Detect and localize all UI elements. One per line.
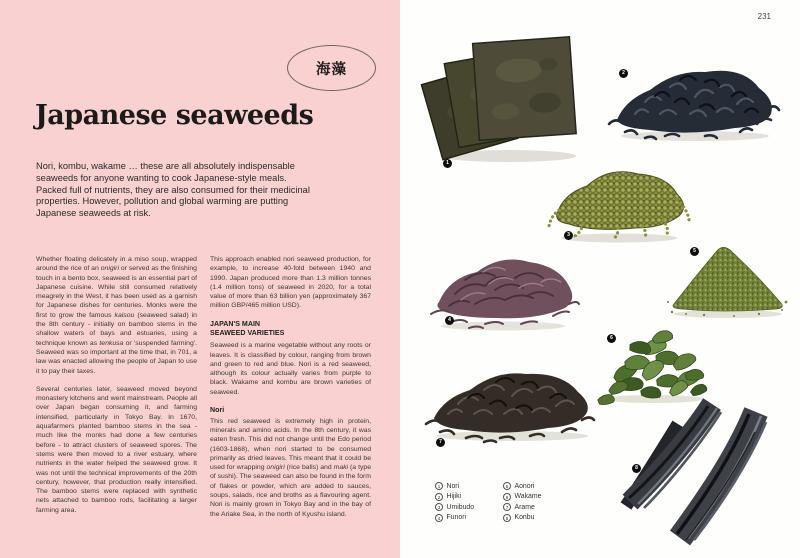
body-column-2 (210, 255, 371, 528)
hijiki-drawing (605, 52, 783, 144)
legend-item-aonori: 5 Aonori (503, 482, 541, 490)
legend-item-umibudo: 3 Umibudo (435, 503, 503, 511)
varieties-heading: JAPAN'S MAIN SEAWEED VARIETIES (210, 319, 285, 337)
nori-sheets-drawing (420, 32, 584, 166)
paragraph-history-2: Several centuries later, seaweed moved beyond monastery kitchens and went mainstream. People all over Japan began consuming it, and farming intensified, particularly in Tokyo Bay. In 1670, aquafarmers planted bamboo stems in the sea - much like the monks had done a few centuries before - to attract clusters of seaweed spores. The stems were then moved to a river estuary, where nutrients in the water helped the seaweed grow. It was not until the technical improvements of the 20th century, however, that production really intensified. The bamboo stems were replaced with synthetic nets attached to bamboo rods, facilitating a larger farming area. (36, 385, 197, 514)
page-title: Japanese seaweeds (35, 100, 314, 131)
aonori-drawing (664, 238, 792, 320)
legend-number-circle: 1 (435, 482, 443, 490)
arame-illustration (422, 356, 600, 444)
legend-item-wakame: 6 Wakame (503, 493, 541, 501)
konbu-number-badge: 8 (632, 464, 641, 473)
illustration-legend (435, 482, 541, 522)
body-columns (36, 255, 372, 528)
paragraph-nori: This red seaweed is extremely high in protein, minerals and amino acids. In the 8th century, it was eaten fresh. This did not change until the Edo period (1603-1868), when nori started to be consumed primarily as dried leaves. This meant that it could be used for wrapping onigiri (rice balls) and maki (a type of sushi). The seaweed can also be found in the form of flakes or powder, which are added to sauces, soups, salads, rice and broths as a flavouring agent. Nori is mainly grown in Tokyo Bay and in the bay of the Ariake Sea, in the north of Kyushu island. (210, 417, 372, 518)
paragraph-varieties: Seaweed is a marine vegetable without any roots or leaves. It is classified by colour, ranging from brown and green to red and blue. Nori is a red seaweed, although its colour actually varies from purple to black. Wakame and kombu are brown varieties of seaweed. (210, 342, 371, 396)
aonori-illustration (664, 238, 792, 320)
umibudo-number-badge: 3 (564, 231, 573, 240)
arame-drawing (422, 356, 600, 444)
nori-heading: Nori (210, 406, 225, 414)
legend-item-nori: 1 Nori (435, 482, 503, 490)
hijiki-illustration (605, 52, 783, 144)
kanji-oval-badge (287, 45, 376, 91)
legend-number-circle: 6 (503, 493, 511, 501)
paragraph-production: This approach enabled nori seaweed production, for example, to increase 40-fold between 1940 and 1990. Japan produced more than 1.3 million tonnes (1.4 million tons) of seaweed in 2020, for a total value of more than 63 billion yen (approximately 367 million GBP/465 million USD). (210, 256, 371, 310)
hijiki-number-badge: 2 (619, 69, 628, 78)
legend-number-circle: 2 (435, 493, 443, 501)
paragraph-history-1: Whether floating delicately in a miso soup, wrapped around the rice of an onigiri or served as the finishing touch in a bento box, seaweed is an essential part of Japanese cuisine. While still consumed relatively meagrely in the West, it has been used as a garnish for Japanese dishes for centuries. Monks were the first to grow the famous kaisou (seaweed salad) in the 8th century - initially on bamboo stems in the shallow waters of bays and estuaries, using a technique known as tenkusa or 'suspended farming'. Seaweed was so important at the time that, in 701, a law was enacted allowing the people of Japan to use it to pay their taxes. (36, 256, 197, 375)
kanji-seaweed-text: 海藻 (316, 61, 347, 78)
legend-item-arame: 7 Arame (503, 503, 541, 511)
wakame-number-badge: 6 (607, 334, 616, 343)
aonori-number-badge: 5 (690, 247, 699, 256)
body-column-1 (36, 255, 197, 528)
intro-paragraph: Nori, kombu, wakame … these are all absolutely indispensable seaweeds for anyone wanting to cook Japanese-style meals. Packed full of nutrients, they are also consumed for their medicinal properties. However, pollution and global warming are putting Japanese seaweeds at risk. (36, 161, 310, 219)
konbu-illustration (616, 398, 788, 546)
legend-number-circle: 3 (435, 503, 443, 511)
right-page (400, 0, 800, 558)
legend-item-funori: 4 Funori (435, 514, 503, 522)
nori-sheets-illustration (420, 32, 584, 166)
legend-item-hijiki: 2 Hijiki (435, 493, 503, 501)
legend-item-konbu: 8 Konbu (503, 514, 541, 522)
page-number: 231 (757, 12, 771, 21)
konbu-drawing (616, 398, 788, 546)
legend-number-circle: 4 (435, 514, 443, 522)
legend-number-circle: 8 (503, 514, 511, 522)
legend-number-circle: 7 (503, 503, 511, 511)
arame-number-badge: 7 (436, 438, 445, 447)
legend-number-circle: 5 (503, 482, 511, 490)
funori-number-badge: 4 (445, 316, 454, 325)
nori-number-badge: 1 (443, 159, 452, 168)
